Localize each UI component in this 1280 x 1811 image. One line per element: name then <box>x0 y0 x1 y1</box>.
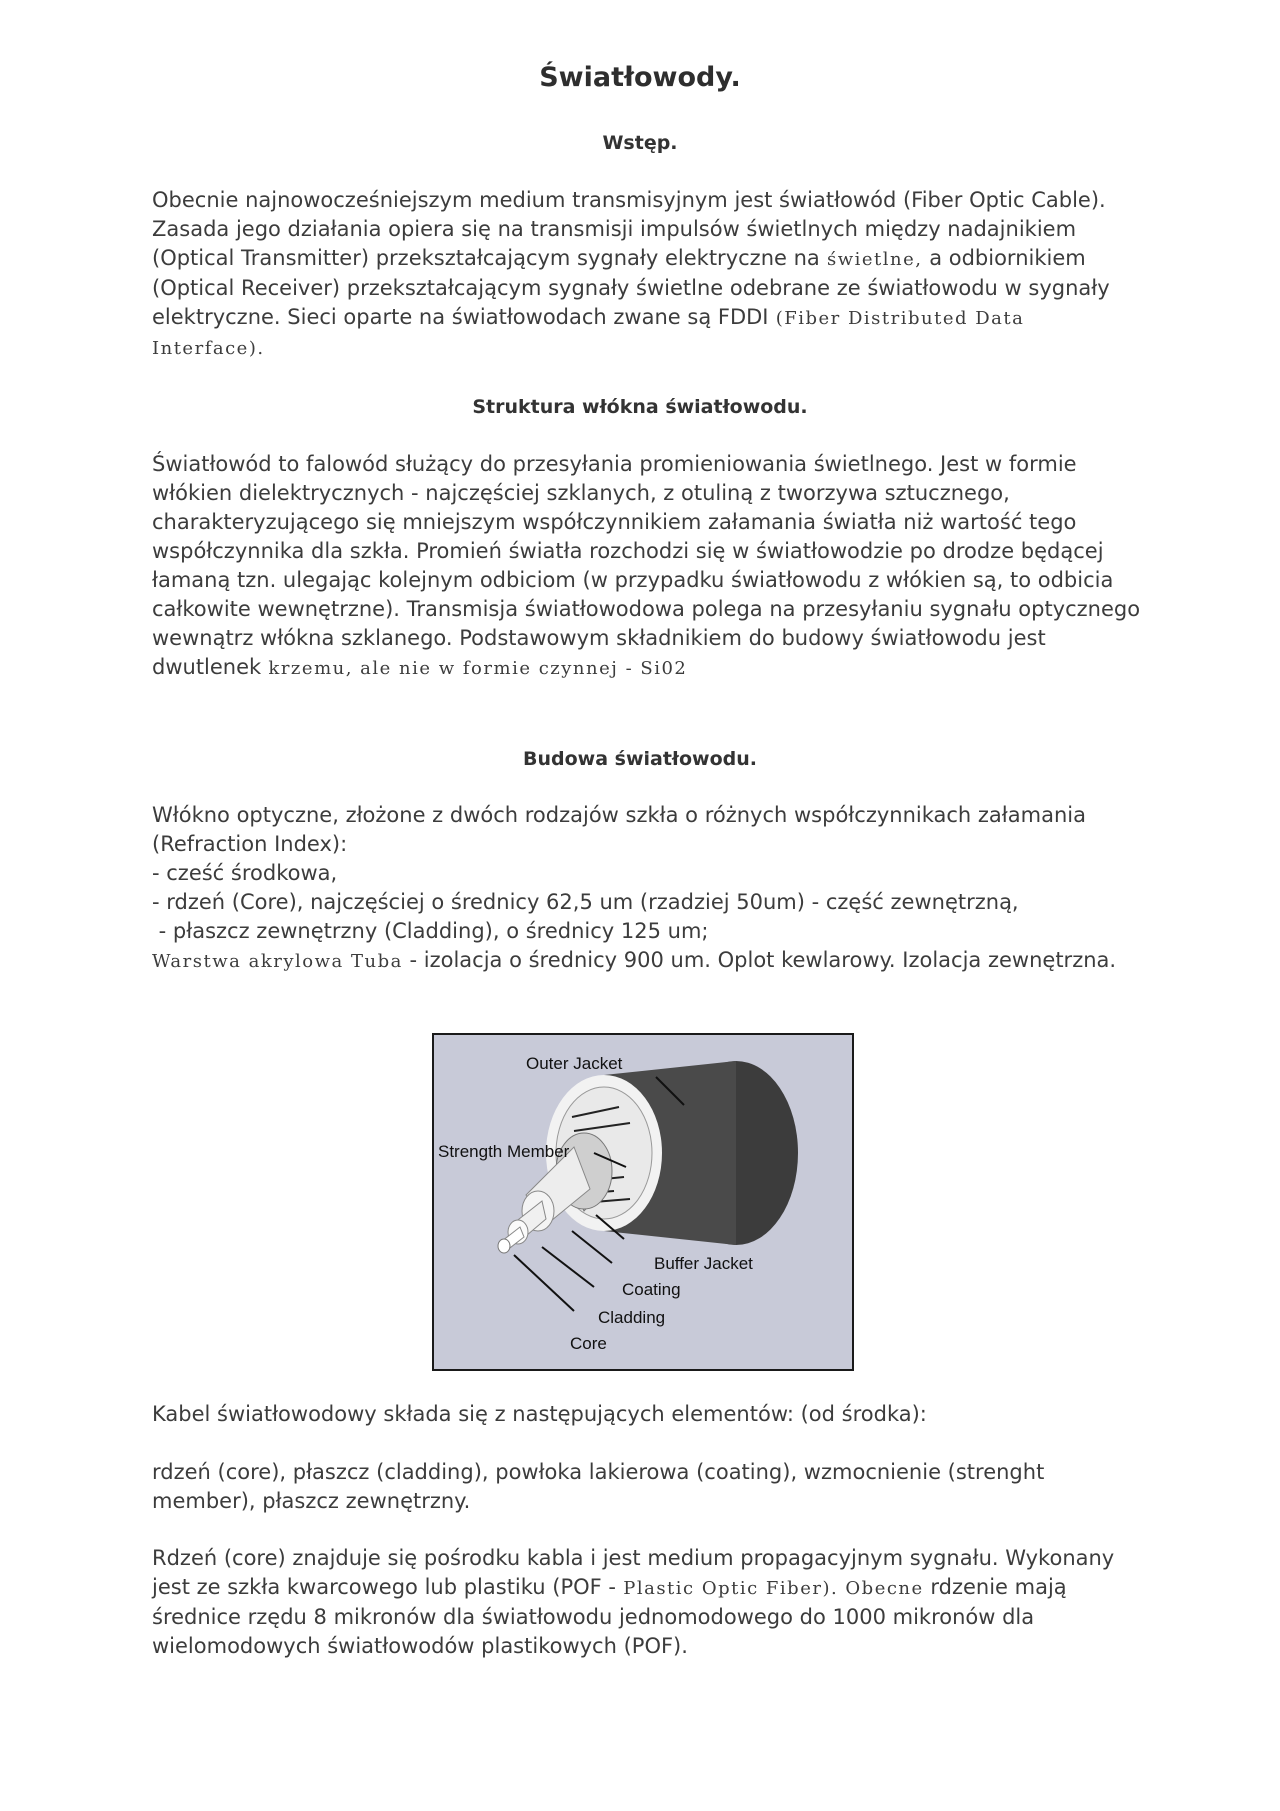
paragraph-serif-text: Warstwa akrylowa Tuba <box>152 951 403 972</box>
label-buffer-jacket: Buffer Jacket <box>654 1254 753 1273</box>
paragraph-text: - izolacja o średnicy 900 um. Oplot kewlarowy. Izolacja zewnętrzna. <box>402 948 1117 972</box>
paragraph-line: Włókno optyczne, złożone z dwóch rodzajów szkła o różnych współczynnikach załamania (Refraction Index): <box>152 803 1086 856</box>
paragraph-text: Rdzeń (core) znajduje się pośrodku kabla i jest medium propagacyjnym sygnału. Wykonany jest ze szkła kwarcowego lub plastiku (POF - <box>152 1546 1115 1599</box>
paragraph-cable-elements: Kabel światłowodowy składa się z następujących elementów: (od środka): <box>152 1402 927 1426</box>
paragraph-text: Obecnie najnowocześniejszym medium transmisyjnym jest światłowód (Fiber Optic Cable). Zasada jego działania opiera się na transmisji impulsów świetlnych między nadajnikiem (Optical Transmitter) przekształcającym sygnały elektryczne na <box>152 188 1106 270</box>
fiber-cable-diagram <box>432 1033 854 1371</box>
paragraph-line: - rdzeń (Core), najczęściej o średnicy 62,5 um (rzadziej 50um) - część zewnętrzną, <box>152 890 1019 914</box>
label-outer-jacket: Outer Jacket <box>526 1054 623 1073</box>
paragraph-line-mixed <box>152 946 1142 976</box>
label-strength-member: Strength Member <box>438 1142 570 1161</box>
paragraph-core <box>152 1544 1142 1661</box>
paragraph-line: - płaszcz zewnętrzny (Cladding), o średnicy 125 um; <box>152 919 709 943</box>
paragraph-element-list: rdzeń (core), płaszcz (cladding), powłoka lakierowa (coating), wzmocnienie (strenght member), płaszcz zewnętrzny. <box>152 1460 1045 1513</box>
paragraph-serif-text: (Fiber Distributed Data Interface). <box>152 308 1025 359</box>
paragraph-line: - cześć środkowa, <box>152 861 338 885</box>
label-coating: Coating <box>622 1280 681 1299</box>
paragraph-serif-text: Plastic Optic Fiber). Obecne <box>616 1578 924 1599</box>
paragraph-build <box>152 801 1142 976</box>
paragraph-text: rdzenie mają średnice rzędu 8 mikronów dla światłowodu jednomodowego do 1000 mikronów dla wielomodowych światłowodów plastikowych (POF). <box>152 1575 1067 1658</box>
label-cladding: Cladding <box>598 1308 666 1327</box>
paragraph-text: Światłowód to falowód służący do przesyłania promieniowania świetlnego. Jest w formie włókien dielektrycznych - najczęściej szklanych, z otuliną z tworzywa sztucznego, charakteryzującego się mniejszym współczynnikiem załamania światła niż wartość tego współczynnika dla szkła. Promień światła rozchodzi się w światłowodzie po drodze będącej łamaną tzn. ulegając kolejnym odbiciom (w przypadku światłowodu z włókien są, to odbicia całkowite wewnętrzne). Transmisja światłowodowa polega na przesyłaniu sygnału optycznego wewnątrz włókna szklanego. Podstawowym składnikiem do budowy światłowodu jest dwutlenek <box>152 452 1141 679</box>
page-title: Światłowody. <box>539 62 741 93</box>
section-heading-intro: Wstęp. <box>602 132 678 154</box>
label-core: Core <box>570 1334 607 1353</box>
paragraph-serif-text: świetlne, <box>819 249 923 270</box>
paragraph-text: a odbiornikiem (Optical Receiver) przekształcającym sygnały świetlne odebrane ze światłowodu w sygnały elektryczne. Sieci oparte na światłowodach zwane są FDDI <box>152 246 1110 329</box>
section-heading-structure: Struktura włókna światłowodu. <box>472 396 808 418</box>
paragraph-serif-text: krzemu, ale nie w formie czynnej - Si02 <box>261 658 688 679</box>
paragraph-intro <box>152 186 1142 363</box>
section-heading-build: Budowa światłowodu. <box>523 748 757 770</box>
paragraph-structure <box>152 450 1142 683</box>
